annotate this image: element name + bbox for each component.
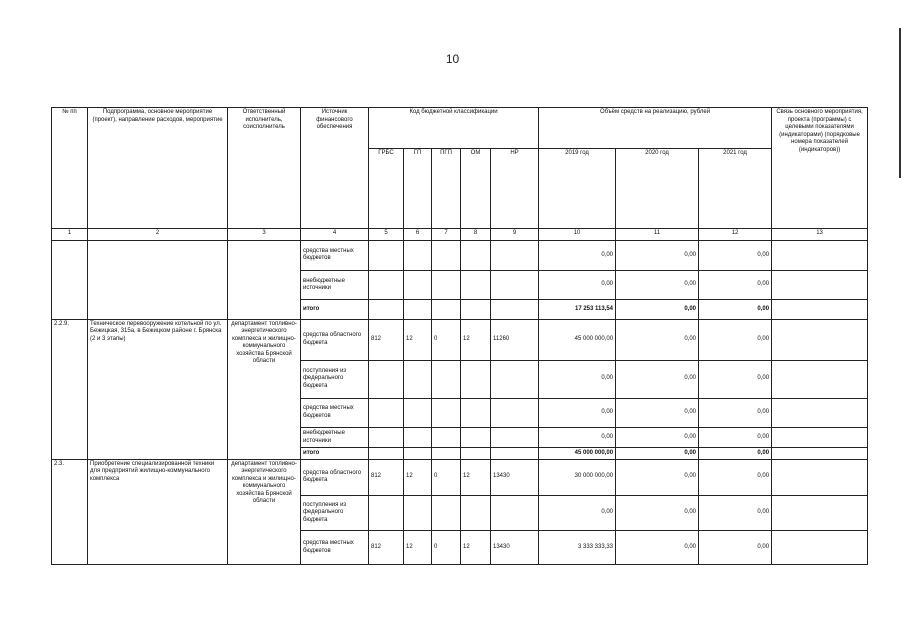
header-indicators: Связь основного мероприятия, проекта (программы) с целевыми показателями (индикаторами) (порядковые номера показателей (индикаторов)) bbox=[772, 108, 868, 229]
header-source: Источник финансового обеспечения bbox=[301, 108, 369, 229]
indicator-cell bbox=[772, 270, 868, 299]
scan-edge-line bbox=[899, 28, 901, 178]
pgp-cell bbox=[432, 495, 461, 531]
gp-cell bbox=[404, 427, 432, 448]
indicator-cell bbox=[772, 360, 868, 398]
grbs-cell bbox=[369, 360, 404, 398]
indicator-cell bbox=[772, 300, 868, 319]
grbs-cell bbox=[369, 300, 404, 319]
pgp-cell bbox=[432, 300, 461, 319]
amount-2021-cell: 0,00 bbox=[699, 360, 772, 398]
col-number: 5 bbox=[369, 229, 404, 240]
activity-name: Техническое перевооружение котельной по ул. Бежицкая, 315а, в Бежицком районе г. Брянска (2 и 3 этапы) bbox=[88, 319, 228, 459]
col-number: 3 bbox=[228, 229, 301, 240]
amount-2020-cell: 0,00 bbox=[616, 360, 699, 398]
gp-cell: 12 bbox=[404, 459, 432, 495]
pgp-cell bbox=[432, 270, 461, 299]
indicator-cell bbox=[772, 427, 868, 448]
gp-cell bbox=[404, 495, 432, 531]
gp-cell bbox=[404, 448, 432, 459]
header-2019: 2019 год bbox=[539, 149, 616, 229]
amount-2019-cell: 0,00 bbox=[539, 398, 616, 427]
col-number: 2 bbox=[88, 229, 228, 240]
gp-cell bbox=[404, 300, 432, 319]
executor: департамент топливно-энергетического комплекса и жилищно-коммунального хозяйства Брянской области bbox=[228, 319, 301, 459]
amount-2021-cell: 0,00 bbox=[699, 531, 772, 565]
amount-2020-cell: 0,00 bbox=[616, 448, 699, 459]
pgp-cell: 0 bbox=[432, 319, 461, 360]
source-cell: средства местных бюджетов bbox=[301, 240, 369, 270]
header-gp: ГП bbox=[404, 149, 432, 229]
activity-name bbox=[88, 240, 228, 319]
header-grbs: ГРБС bbox=[369, 149, 404, 229]
indicator-cell bbox=[772, 531, 868, 565]
amount-2021-cell: 0,00 bbox=[699, 427, 772, 448]
grbs-cell bbox=[369, 427, 404, 448]
amount-2019-cell: 45 000 000,00 bbox=[539, 448, 616, 459]
source-cell: средства областного бюджета bbox=[301, 319, 369, 360]
om-cell bbox=[461, 270, 491, 299]
indicator-cell bbox=[772, 448, 868, 459]
np-cell: 13430 bbox=[491, 459, 539, 495]
row-number: 2.3. bbox=[52, 459, 88, 564]
header-amount: Объём средств на реализацию, рублей bbox=[539, 108, 772, 149]
gp-cell bbox=[404, 240, 432, 270]
amount-2020-cell: 0,00 bbox=[616, 270, 699, 299]
om-cell bbox=[461, 495, 491, 531]
col-number: 11 bbox=[616, 229, 699, 240]
indicator-cell bbox=[772, 240, 868, 270]
grbs-cell: 812 bbox=[369, 459, 404, 495]
np-cell bbox=[491, 240, 539, 270]
col-number: 8 bbox=[461, 229, 491, 240]
amount-2020-cell: 0,00 bbox=[616, 495, 699, 531]
grbs-cell bbox=[369, 448, 404, 459]
amount-2019-cell: 0,00 bbox=[539, 360, 616, 398]
amount-2020-cell: 0,00 bbox=[616, 300, 699, 319]
header-np: НР bbox=[491, 149, 539, 229]
header-row-1 bbox=[52, 108, 868, 149]
om-cell: 12 bbox=[461, 459, 491, 495]
header-2021: 2021 год bbox=[699, 149, 772, 229]
np-cell: 11260 bbox=[491, 319, 539, 360]
grbs-cell: 812 bbox=[369, 531, 404, 565]
amount-2021-cell: 0,00 bbox=[699, 240, 772, 270]
table-row bbox=[52, 240, 868, 270]
header-num: № пп bbox=[52, 108, 88, 229]
col-number: 1 bbox=[52, 229, 88, 240]
grbs-cell bbox=[369, 270, 404, 299]
source-cell: итого bbox=[301, 300, 369, 319]
pgp-cell bbox=[432, 360, 461, 398]
amount-2020-cell: 0,00 bbox=[616, 459, 699, 495]
source-cell: средства областного бюджета bbox=[301, 459, 369, 495]
column-number-row bbox=[52, 229, 868, 240]
amount-2020-cell: 0,00 bbox=[616, 427, 699, 448]
header-budget-code: Код бюджетной классификации bbox=[369, 108, 539, 149]
pgp-cell: 0 bbox=[432, 531, 461, 565]
header-activity: Подпрограмма, основное мероприятие (проект), направление расходов, мероприятие bbox=[88, 108, 228, 229]
amount-2019-cell: 17 253 113,54 bbox=[539, 300, 616, 319]
col-number: 10 bbox=[539, 229, 616, 240]
col-number: 4 bbox=[301, 229, 369, 240]
amount-2019-cell: 0,00 bbox=[539, 495, 616, 531]
om-cell: 12 bbox=[461, 531, 491, 565]
om-cell bbox=[461, 448, 491, 459]
amount-2019-cell: 45 000 000,00 bbox=[539, 319, 616, 360]
amount-2021-cell: 0,00 bbox=[699, 459, 772, 495]
pgp-cell: 0 bbox=[432, 459, 461, 495]
amount-2019-cell: 30 000 000,00 bbox=[539, 459, 616, 495]
source-cell: поступления из федерального бюджета bbox=[301, 495, 369, 531]
amount-2021-cell: 0,00 bbox=[699, 398, 772, 427]
om-cell bbox=[461, 300, 491, 319]
amount-2021-cell: 0,00 bbox=[699, 448, 772, 459]
col-number: 13 bbox=[772, 229, 868, 240]
amount-2019-cell: 0,00 bbox=[539, 240, 616, 270]
amount-2019-cell: 3 333 333,33 bbox=[539, 531, 616, 565]
executor: департамент топливно-энергетического комплекса и жилищно-коммунального хозяйства Брянской области bbox=[228, 459, 301, 564]
om-cell: 12 bbox=[461, 319, 491, 360]
header-executor: Ответственный исполнитель, соисполнитель bbox=[228, 108, 301, 229]
amount-2021-cell: 0,00 bbox=[699, 300, 772, 319]
gp-cell: 12 bbox=[404, 531, 432, 565]
np-cell bbox=[491, 495, 539, 531]
pgp-cell bbox=[432, 448, 461, 459]
np-cell bbox=[491, 448, 539, 459]
om-cell bbox=[461, 360, 491, 398]
budget-table bbox=[51, 107, 868, 565]
col-number: 6 bbox=[404, 229, 432, 240]
np-cell bbox=[491, 427, 539, 448]
np-cell bbox=[491, 270, 539, 299]
grbs-cell: 812 bbox=[369, 319, 404, 360]
np-cell: 13430 bbox=[491, 531, 539, 565]
grbs-cell bbox=[369, 240, 404, 270]
activity-name: Приобретение специализированной техники для предприятий жилищно-коммунального комплекса bbox=[88, 459, 228, 564]
gp-cell bbox=[404, 398, 432, 427]
om-cell bbox=[461, 240, 491, 270]
row-number bbox=[52, 240, 88, 319]
table-row bbox=[52, 459, 868, 495]
amount-2020-cell: 0,00 bbox=[616, 319, 699, 360]
table-row bbox=[52, 319, 868, 360]
indicator-cell bbox=[772, 495, 868, 531]
amount-2021-cell: 0,00 bbox=[699, 270, 772, 299]
source-cell: внебюджетные источники bbox=[301, 270, 369, 299]
source-cell: средства местных бюджетов bbox=[301, 398, 369, 427]
executor bbox=[228, 240, 301, 319]
row-number: 2.2.9. bbox=[52, 319, 88, 459]
header-om: ОМ bbox=[461, 149, 491, 229]
gp-cell: 12 bbox=[404, 319, 432, 360]
grbs-cell bbox=[369, 398, 404, 427]
amount-2020-cell: 0,00 bbox=[616, 531, 699, 565]
indicator-cell bbox=[772, 459, 868, 495]
col-number: 12 bbox=[699, 229, 772, 240]
om-cell bbox=[461, 427, 491, 448]
amount-2019-cell: 0,00 bbox=[539, 270, 616, 299]
pgp-cell bbox=[432, 427, 461, 448]
amount-2021-cell: 0,00 bbox=[699, 495, 772, 531]
page-number: 10 bbox=[445, 52, 460, 66]
header-2020: 2020 год bbox=[616, 149, 699, 229]
np-cell bbox=[491, 300, 539, 319]
amount-2019-cell: 0,00 bbox=[539, 427, 616, 448]
amount-2021-cell: 0,00 bbox=[699, 319, 772, 360]
om-cell bbox=[461, 398, 491, 427]
pgp-cell bbox=[432, 240, 461, 270]
col-number: 7 bbox=[432, 229, 461, 240]
col-number: 9 bbox=[491, 229, 539, 240]
amount-2020-cell: 0,00 bbox=[616, 398, 699, 427]
np-cell bbox=[491, 360, 539, 398]
source-cell: внебюджетные источники bbox=[301, 427, 369, 448]
indicator-cell bbox=[772, 398, 868, 427]
amount-2020-cell: 0,00 bbox=[616, 240, 699, 270]
source-cell: средства местных бюджетов bbox=[301, 531, 369, 565]
source-cell: поступления из федерального бюджета bbox=[301, 360, 369, 398]
indicator-cell bbox=[772, 319, 868, 360]
np-cell bbox=[491, 398, 539, 427]
header-pgp: ПГП bbox=[432, 149, 461, 229]
gp-cell bbox=[404, 270, 432, 299]
pgp-cell bbox=[432, 398, 461, 427]
gp-cell bbox=[404, 360, 432, 398]
source-cell: итого bbox=[301, 448, 369, 459]
grbs-cell bbox=[369, 495, 404, 531]
